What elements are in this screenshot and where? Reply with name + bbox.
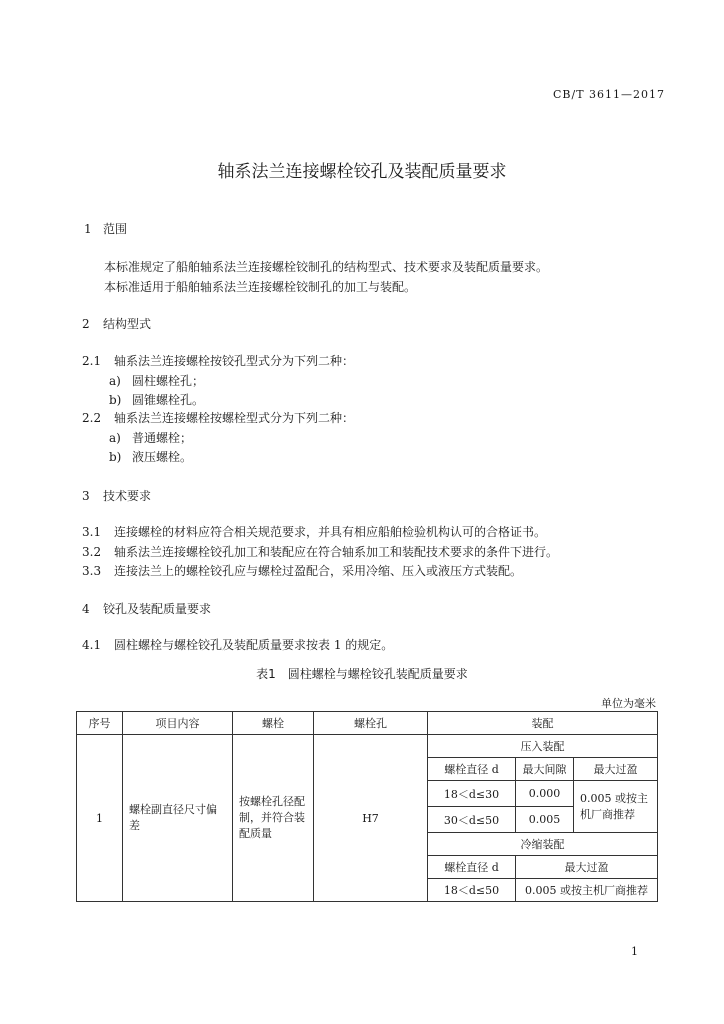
section-4-title: 铰孔及装配质量要求 bbox=[103, 602, 212, 616]
paragraph: 本标准规定了船舶轴系法兰连接螺栓铰制孔的结构型式、技术要求及装配质量要求。 bbox=[104, 260, 549, 274]
clause-number: 2.1 bbox=[82, 354, 102, 368]
clause-number: 3.1 bbox=[82, 525, 102, 539]
standard-code: CB/T 3611—2017 bbox=[553, 88, 666, 101]
fit-quality-table bbox=[76, 711, 658, 902]
header-no: 序号 bbox=[77, 712, 123, 735]
section-1-number: 1 bbox=[84, 222, 92, 236]
item-description: 螺栓副直径尺寸偏差 bbox=[123, 735, 233, 902]
section-1-title: 范围 bbox=[103, 222, 128, 236]
row-number: 1 bbox=[77, 735, 123, 902]
page-number: 1 bbox=[631, 945, 638, 958]
press-col-interference: 最大过盈 bbox=[574, 758, 658, 781]
press-fit-title: 压入装配 bbox=[428, 735, 658, 758]
clause-number: 2.2 bbox=[82, 411, 102, 425]
bolt-requirement: 按螺栓孔径配制，并符合装配质量 bbox=[233, 735, 314, 902]
list-item-label: b) bbox=[109, 393, 122, 407]
shrink-interference: 0.005 或按主机厂商推荐 bbox=[516, 879, 658, 902]
header-fit: 装配 bbox=[428, 712, 658, 735]
clause-text: 连接法兰上的螺栓铰孔应与螺栓过盈配合，采用冷缩、压入或液压方式装配。 bbox=[114, 564, 523, 578]
clause-text: 圆柱螺栓与螺栓铰孔及装配质量要求按表 1 的规定。 bbox=[114, 638, 394, 652]
press-gap: 0.000 bbox=[516, 781, 574, 807]
clause-text: 连接螺栓的材料应符合相关规范要求，并具有相应船舶检验机构认可的合格证书。 bbox=[114, 525, 547, 539]
press-col-diameter: 螺栓直径 d bbox=[428, 758, 516, 781]
shrink-fit-title: 冷缩装配 bbox=[428, 833, 658, 856]
press-col-gap: 最大间隙 bbox=[516, 758, 574, 781]
paragraph: 本标准适用于船舶轴系法兰连接螺栓铰制孔的加工与装配。 bbox=[104, 280, 417, 294]
clause-text: 轴系法兰连接螺栓按螺栓型式分为下列二种： bbox=[114, 411, 355, 425]
clause-text: 轴系法兰连接螺栓铰孔加工和装配应在符合轴系加工和装配技术要求的条件下进行。 bbox=[114, 545, 559, 559]
list-item-label: a) bbox=[109, 374, 121, 388]
document-title: 轴系法兰连接螺栓铰孔及装配质量要求 bbox=[217, 162, 507, 182]
shrink-col-diameter: 螺栓直径 d bbox=[428, 856, 516, 879]
shrink-diameter: 18＜d≤50 bbox=[428, 879, 516, 902]
header-bolt: 螺栓 bbox=[233, 712, 314, 735]
hole-tolerance: H7 bbox=[314, 735, 428, 902]
list-item: 普通螺栓； bbox=[132, 431, 193, 445]
table-caption: 表1 圆柱螺栓与螺栓铰孔装配质量要求 bbox=[256, 667, 468, 681]
press-diameter: 30＜d≤50 bbox=[428, 807, 516, 833]
shrink-col-interference: 最大过盈 bbox=[516, 856, 658, 879]
list-item: 圆柱螺栓孔； bbox=[132, 374, 205, 388]
header-hole: 螺栓孔 bbox=[314, 712, 428, 735]
section-3-number: 3 bbox=[82, 489, 90, 503]
clause-text: 轴系法兰连接螺栓按铰孔型式分为下列二种： bbox=[114, 354, 355, 368]
press-gap: 0.005 bbox=[516, 807, 574, 833]
table-unit: 单位为毫米 bbox=[601, 697, 656, 710]
header-item: 项目内容 bbox=[123, 712, 233, 735]
section-3-title: 技术要求 bbox=[103, 489, 152, 503]
clause-number: 3.2 bbox=[82, 545, 102, 559]
clause-number: 4.1 bbox=[82, 638, 102, 652]
press-diameter: 18＜d≤30 bbox=[428, 781, 516, 807]
list-item-label: a) bbox=[109, 431, 121, 445]
list-item: 圆锥螺栓孔。 bbox=[132, 393, 205, 407]
section-2-title: 结构型式 bbox=[103, 317, 152, 331]
press-interference: 0.005 或按主机厂商推荐 bbox=[574, 781, 658, 833]
list-item-label: b) bbox=[109, 450, 122, 464]
list-item: 液压螺栓。 bbox=[132, 450, 193, 464]
section-2-number: 2 bbox=[82, 317, 90, 331]
clause-number: 3.3 bbox=[82, 564, 102, 578]
section-4-number: 4 bbox=[82, 602, 90, 616]
